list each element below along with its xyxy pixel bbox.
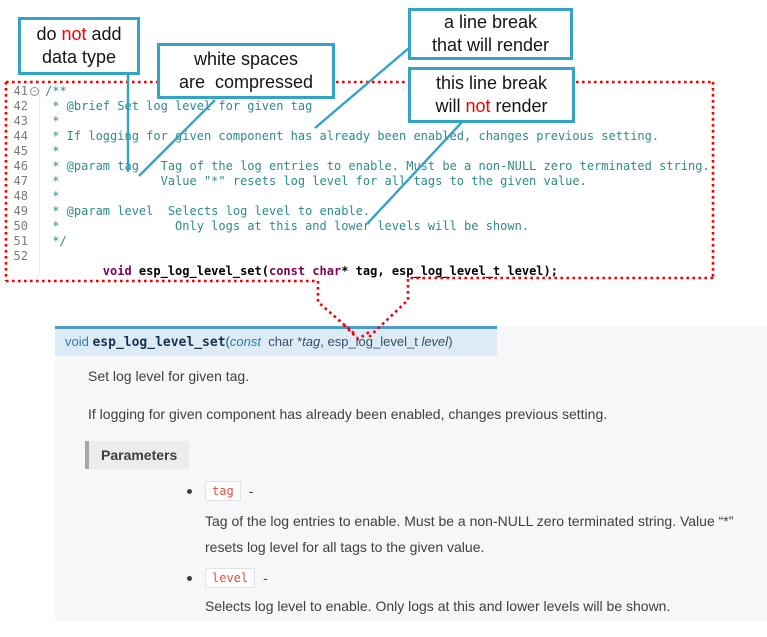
function-name: esp_log_level_set( — [138, 264, 269, 278]
param-list-item-level — [187, 568, 268, 588]
emphasis-not: not — [61, 24, 87, 44]
code-line: */ — [45, 234, 67, 248]
emphasis-not: not — [465, 96, 491, 116]
line-number: 50 — [13, 219, 28, 233]
keyword-char: char — [312, 264, 342, 278]
sig-const-keyword: const — [229, 334, 261, 349]
code-line: * — [45, 189, 60, 203]
decl-end: level); — [500, 264, 558, 278]
line-number: 47 — [13, 174, 28, 188]
callout-text: this line break — [435, 73, 548, 93]
line-number: 43 — [13, 114, 28, 128]
gutter-separator — [39, 84, 40, 276]
sig-arg-level: level — [421, 334, 449, 349]
code-line: * Only logs at this and lower levels will be shown. — [45, 219, 530, 233]
detailed-description: If logging for given component has already been enabled, changes previous setting. — [88, 406, 608, 422]
callout-whitespace-compressed — [157, 43, 335, 99]
keyword-void: void — [102, 264, 139, 278]
keyword-const: const — [268, 264, 313, 278]
callout-line-break-renders — [408, 8, 573, 60]
brief-description: Set log level for given tag. — [88, 368, 250, 384]
decl-type: esp_log_level_t — [391, 264, 501, 278]
sig-arg-tag: tag — [302, 334, 321, 349]
code-line: * @param tag Tag of the log entries to enable. Must be a non-NULL zero terminated string. — [45, 159, 710, 173]
sig-paren-open: ( — [225, 334, 230, 349]
bullet-icon — [187, 576, 192, 581]
param-desc-line: resets log level for all tags to the given value. — [205, 539, 485, 555]
line-number: 49 — [13, 204, 28, 218]
sig-char-pointer: char * — [268, 334, 303, 349]
parameters-heading: Parameters — [85, 441, 189, 469]
sig-comma: , — [320, 334, 328, 349]
fold-minus-icon[interactable]: - — [31, 86, 38, 97]
callout-no-datatype — [18, 17, 140, 75]
sig-function-name: esp_log_level_set — [92, 335, 226, 350]
line-number: 48 — [13, 189, 28, 203]
callout-text: that will render — [431, 35, 550, 55]
code-line: * — [45, 144, 60, 158]
line-number: 41 — [13, 84, 28, 98]
code-line: * Value "*" resets log level for all tags to the given value. — [45, 174, 587, 188]
callout-text: a line break — [443, 12, 538, 32]
callout-text: do not add — [36, 24, 122, 44]
param-name-badge-level: level — [205, 568, 255, 588]
line-number-gutter — [8, 84, 28, 264]
sig-paren-close: ) — [448, 334, 453, 349]
callout-text: white spaces — [193, 49, 299, 69]
param-desc-line: Selects log level to enable. Only logs at this and lower levels will be shown. — [205, 598, 671, 614]
param-dash: - — [263, 570, 268, 586]
param-description-level — [205, 593, 765, 619]
code-line: * @param level Selects log level to enable. — [45, 204, 371, 218]
line-number: 51 — [13, 234, 28, 248]
param-list-item-tag — [187, 481, 253, 501]
param-name-badge-tag: tag — [205, 481, 241, 501]
param-description-tag — [205, 508, 765, 560]
function-signature-bar — [55, 326, 497, 356]
rendered-docs-panel — [55, 326, 767, 621]
sig-type-esp-log-level-t: esp_log_level_t — [327, 334, 422, 349]
decl-args: * tag, — [341, 264, 392, 278]
callout-text: will not render — [435, 96, 548, 116]
function-declaration-line — [45, 249, 710, 278]
code-lines — [45, 84, 710, 278]
line-number: 45 — [13, 144, 28, 158]
line-number: 42 — [13, 99, 28, 113]
line-number: 52 — [13, 249, 28, 263]
callout-text: are compressed — [178, 72, 314, 92]
code-line: * If logging for given component has already been enabled, changes previous setting. — [45, 129, 660, 143]
sig-return-type: void — [65, 334, 93, 349]
line-number: 46 — [13, 159, 28, 173]
param-dash: - — [248, 483, 254, 499]
line-number: 44 — [13, 129, 28, 143]
callout-line-break-not-render — [408, 67, 575, 123]
bullet-icon — [187, 489, 192, 494]
param-desc-line: Tag of the log entries to enable. Must be a non-NULL zero terminated string. Value “*” — [205, 513, 734, 529]
callout-text: data type — [41, 47, 117, 67]
code-line: * — [45, 114, 60, 128]
code-line: * @brief Set log level for given tag — [45, 99, 313, 113]
code-line: /** — [45, 84, 67, 98]
